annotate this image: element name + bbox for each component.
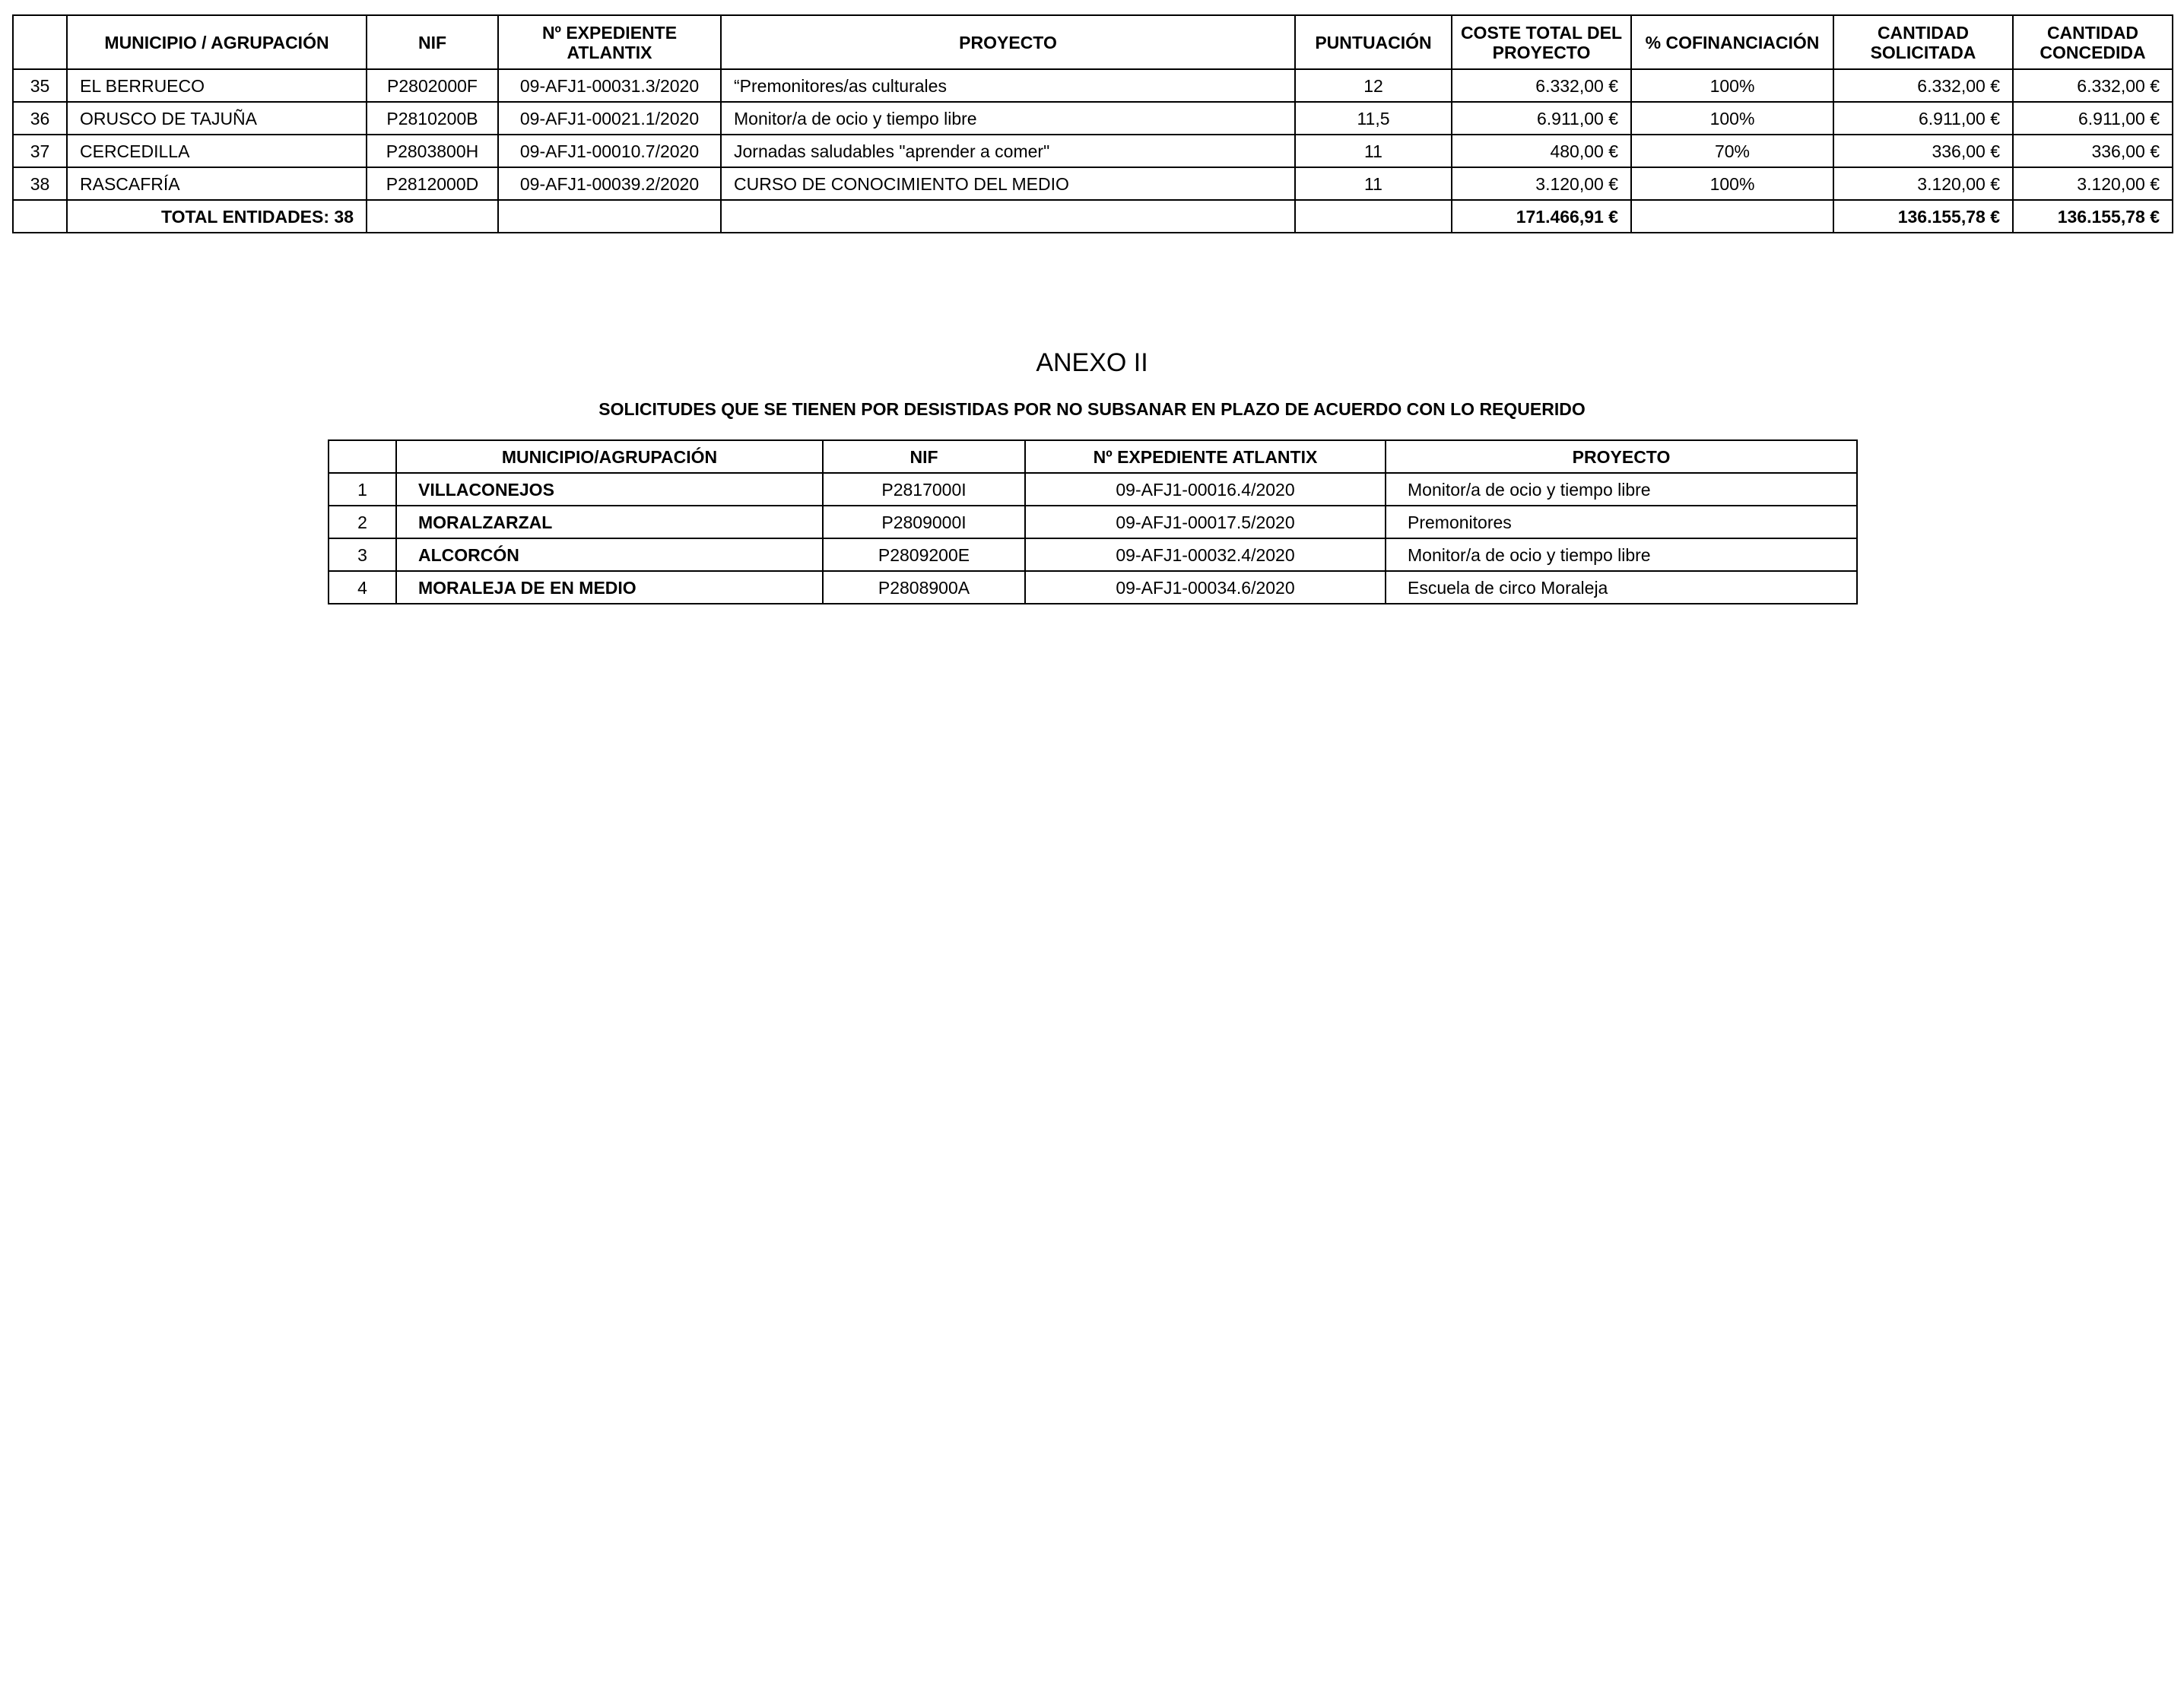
expediente-cell: 09-AFJ1-00039.2/2020 bbox=[498, 167, 721, 200]
row-number: 1 bbox=[329, 473, 396, 506]
nif-cell: P2802000F bbox=[367, 69, 498, 102]
nif-cell: P2803800H bbox=[367, 135, 498, 167]
puntuacion-cell: 11,5 bbox=[1295, 102, 1452, 135]
header-cell: PUNTUACIÓN bbox=[1295, 15, 1452, 69]
header-cell bbox=[329, 440, 396, 473]
municipio-cell: EL BERRUECO bbox=[67, 69, 367, 102]
header-cell: NIF bbox=[367, 15, 498, 69]
cantidad-concedida-cell: 336,00 € bbox=[2013, 135, 2173, 167]
nif-cell: P2810200B bbox=[367, 102, 498, 135]
cantidad-solicitada-cell: 336,00 € bbox=[1833, 135, 2013, 167]
puntuacion-cell: 11 bbox=[1295, 167, 1452, 200]
proyecto-cell: Monitor/a de ocio y tiempo libre bbox=[721, 102, 1295, 135]
proyecto-cell: “Premonitores/as culturales bbox=[721, 69, 1295, 102]
empty-cell bbox=[1295, 200, 1452, 233]
row-number: 37 bbox=[13, 135, 67, 167]
anexo-subtitle: SOLICITUDES QUE SE TIENEN POR DESISTIDAS POR NO SUBSANAR EN PLAZO DE ACUERDO CON LO REQUERIDO bbox=[598, 399, 1586, 419]
table-row bbox=[329, 571, 1857, 604]
table-row bbox=[13, 69, 2173, 102]
cantidad-concedida-cell: 3.120,00 € bbox=[2013, 167, 2173, 200]
empty-cell bbox=[721, 200, 1295, 233]
table-row bbox=[13, 167, 2173, 200]
total-solicitada: 136.155,78 € bbox=[1833, 200, 2013, 233]
puntuacion-cell: 12 bbox=[1295, 69, 1452, 102]
header-cell: CANTIDAD SOLICITADA bbox=[1833, 15, 2013, 69]
empty-cell bbox=[1631, 200, 1833, 233]
nif-cell: P2809200E bbox=[823, 538, 1025, 571]
table-row bbox=[13, 135, 2173, 167]
header-cell: MUNICIPIO/AGRUPACIÓN bbox=[396, 440, 823, 473]
header-cell: MUNICIPIO / AGRUPACIÓN bbox=[67, 15, 367, 69]
row-number: 4 bbox=[329, 571, 396, 604]
total-coste: 171.466,91 € bbox=[1452, 200, 1631, 233]
cantidad-solicitada-cell: 6.332,00 € bbox=[1833, 69, 2013, 102]
empty-cell bbox=[498, 200, 721, 233]
municipio-cell: MORALZARZAL bbox=[396, 506, 823, 538]
row-number: 36 bbox=[13, 102, 67, 135]
header-cell: CANTIDAD CONCEDIDA bbox=[2013, 15, 2173, 69]
nif-cell: P2809000I bbox=[823, 506, 1025, 538]
cantidad-concedida-cell: 6.332,00 € bbox=[2013, 69, 2173, 102]
nif-cell: P2812000D bbox=[367, 167, 498, 200]
nif-cell: P2817000I bbox=[823, 473, 1025, 506]
expediente-cell: 09-AFJ1-00016.4/2020 bbox=[1025, 473, 1386, 506]
cofinanciacion-cell: 70% bbox=[1631, 135, 1833, 167]
anexo-title: ANEXO II bbox=[1036, 348, 1148, 377]
total-concedida: 136.155,78 € bbox=[2013, 200, 2173, 233]
row-number: 38 bbox=[13, 167, 67, 200]
municipio-cell: VILLACONEJOS bbox=[396, 473, 823, 506]
proyecto-cell: Monitor/a de ocio y tiempo libre bbox=[1386, 538, 1857, 571]
expediente-cell: 09-AFJ1-00034.6/2020 bbox=[1025, 571, 1386, 604]
header-cell: PROYECTO bbox=[721, 15, 1295, 69]
cofinanciacion-cell: 100% bbox=[1631, 69, 1833, 102]
nif-cell: P2808900A bbox=[823, 571, 1025, 604]
coste-total-cell: 6.911,00 € bbox=[1452, 102, 1631, 135]
desistidas-table bbox=[328, 439, 1858, 604]
cofinanciacion-cell: 100% bbox=[1631, 102, 1833, 135]
header-cell: PROYECTO bbox=[1386, 440, 1857, 473]
cantidad-solicitada-cell: 6.911,00 € bbox=[1833, 102, 2013, 135]
total-row bbox=[13, 200, 2173, 233]
grants-table bbox=[12, 14, 2173, 233]
proyecto-cell: Jornadas saludables "aprender a comer" bbox=[721, 135, 1295, 167]
table-row bbox=[329, 506, 1857, 538]
header-cell: NIF bbox=[823, 440, 1025, 473]
proyecto-cell: Premonitores bbox=[1386, 506, 1857, 538]
coste-total-cell: 6.332,00 € bbox=[1452, 69, 1631, 102]
cantidad-solicitada-cell: 3.120,00 € bbox=[1833, 167, 2013, 200]
header-cell: % COFINANCIACIÓN bbox=[1631, 15, 1833, 69]
total-label: TOTAL ENTIDADES: 38 bbox=[67, 200, 367, 233]
proyecto-cell: Monitor/a de ocio y tiempo libre bbox=[1386, 473, 1857, 506]
municipio-cell: MORALEJA DE EN MEDIO bbox=[396, 571, 823, 604]
expediente-cell: 09-AFJ1-00021.1/2020 bbox=[498, 102, 721, 135]
cofinanciacion-cell: 100% bbox=[1631, 167, 1833, 200]
proyecto-cell: Escuela de circo Moraleja bbox=[1386, 571, 1857, 604]
header-cell: Nº EXPEDIENTE ATLANTIX bbox=[498, 15, 721, 69]
row-number: 3 bbox=[329, 538, 396, 571]
row-number: 2 bbox=[329, 506, 396, 538]
municipio-cell: ALCORCÓN bbox=[396, 538, 823, 571]
row-number: 35 bbox=[13, 69, 67, 102]
table-row bbox=[329, 538, 1857, 571]
empty-cell bbox=[367, 200, 498, 233]
municipio-cell: RASCAFRÍA bbox=[67, 167, 367, 200]
expediente-cell: 09-AFJ1-00010.7/2020 bbox=[498, 135, 721, 167]
coste-total-cell: 480,00 € bbox=[1452, 135, 1631, 167]
table-header-row bbox=[329, 440, 1857, 473]
table-row bbox=[13, 102, 2173, 135]
header-cell: COSTE TOTAL DEL PROYECTO bbox=[1452, 15, 1631, 69]
table-row bbox=[329, 473, 1857, 506]
expediente-cell: 09-AFJ1-00031.3/2020 bbox=[498, 69, 721, 102]
puntuacion-cell: 11 bbox=[1295, 135, 1452, 167]
expediente-cell: 09-AFJ1-00017.5/2020 bbox=[1025, 506, 1386, 538]
empty-cell bbox=[13, 200, 67, 233]
header-cell: Nº EXPEDIENTE ATLANTIX bbox=[1025, 440, 1386, 473]
header-cell bbox=[13, 15, 67, 69]
municipio-cell: ORUSCO DE TAJUÑA bbox=[67, 102, 367, 135]
municipio-cell: CERCEDILLA bbox=[67, 135, 367, 167]
coste-total-cell: 3.120,00 € bbox=[1452, 167, 1631, 200]
proyecto-cell: CURSO DE CONOCIMIENTO DEL MEDIO bbox=[721, 167, 1295, 200]
cantidad-concedida-cell: 6.911,00 € bbox=[2013, 102, 2173, 135]
table-header-row bbox=[13, 15, 2173, 69]
expediente-cell: 09-AFJ1-00032.4/2020 bbox=[1025, 538, 1386, 571]
